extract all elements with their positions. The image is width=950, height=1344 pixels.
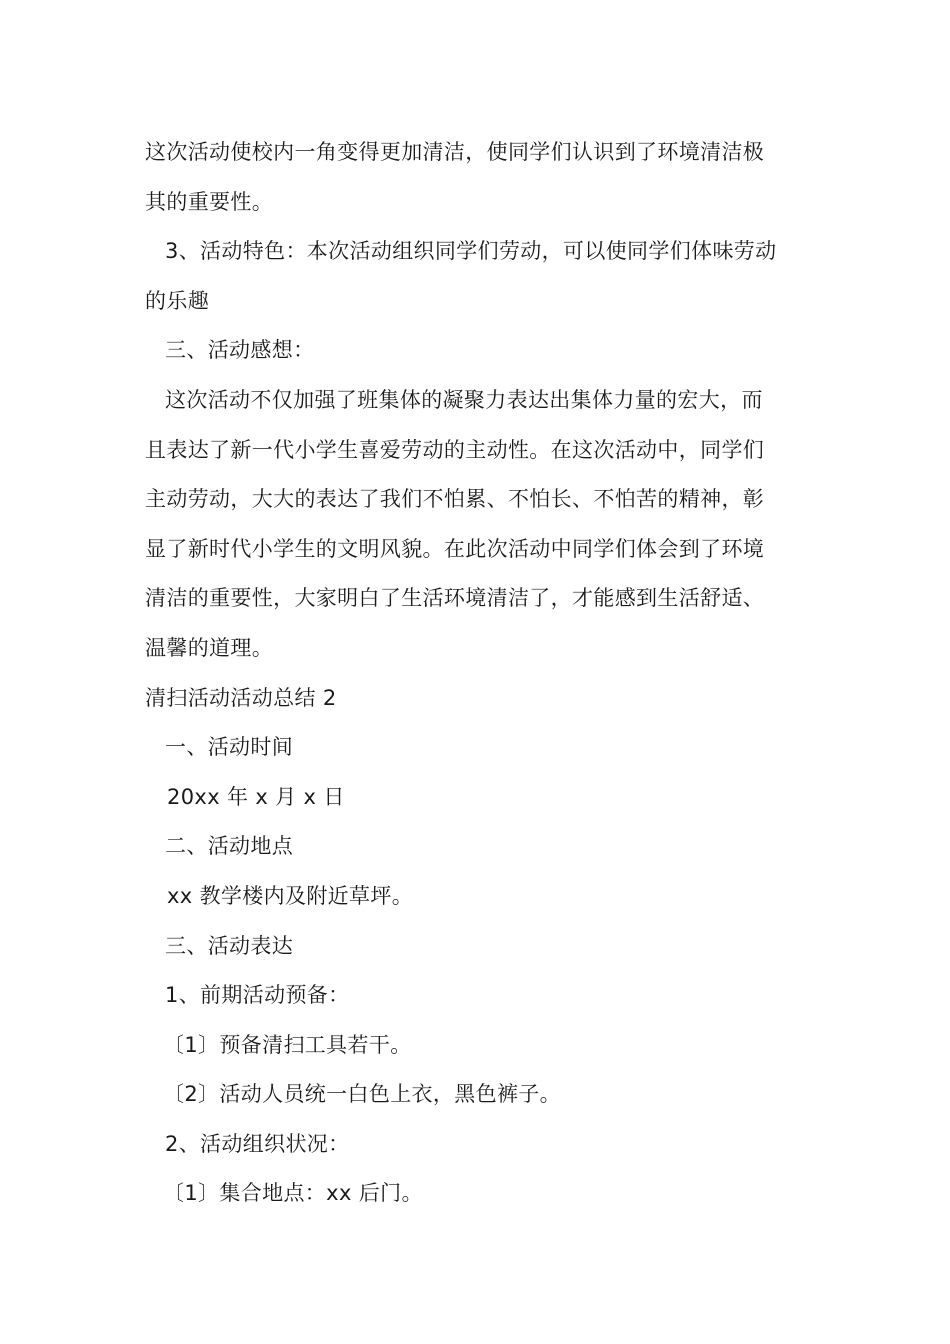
document-body <box>145 128 810 1219</box>
body-text-line: 显了新时代小学生的文明风貌。在此次活动中同学们体会到了环境 <box>145 536 765 561</box>
list-item: 〔2〕活动人员统一白色上衣，黑色裤子。 <box>163 1082 562 1107</box>
list-item: 〔1〕集合地点：xx 后门。 <box>163 1181 423 1206</box>
body-text-line: 3、活动特色：本次活动组织同学们劳动，可以使同学们体味劳动 <box>165 239 777 264</box>
body-text-line: 这次活动使校内一角变得更加清洁，使同学们认识到了环境清洁极 <box>145 140 765 164</box>
place-text: xx 教学楼内及附近草坪。 <box>167 883 414 908</box>
document-section-title: 清扫活动活动总结 2 <box>145 685 337 710</box>
body-text-line: 这次活动不仅加强了班集体的凝聚力表达出集体力量的宏大，而 <box>165 387 763 412</box>
date-text: 20xx 年 x 月 x 日 <box>167 784 345 809</box>
section-heading: 一、活动时间 <box>165 735 294 760</box>
section-heading: 二、活动地点 <box>165 834 294 859</box>
section-heading: 三、活动表达 <box>165 933 294 958</box>
body-text-line: 其的重要性。 <box>145 189 274 214</box>
subsection-heading: 2、活动组织状况： <box>165 1131 350 1156</box>
body-text-line: 的乐趣 <box>145 288 210 313</box>
list-item: 〔1〕预备清扫工具若干。 <box>163 1032 412 1057</box>
subsection-heading: 1、前期活动预备： <box>165 983 350 1008</box>
section-heading: 三、活动感想： <box>165 338 315 363</box>
body-text-line: 主动劳动，大大的表达了我们不怕累、不怕长、不怕苦的精神，彰 <box>145 487 765 512</box>
body-text-line: 清洁的重要性，大家明白了生活环境清洁了，才能感到生活舒适、 <box>145 586 765 611</box>
body-text-line: 且表达了新一代小学生喜爱劳动的主动性。在这次活动中，同学们 <box>145 437 765 462</box>
body-text-line: 温馨的道理。 <box>145 635 274 660</box>
